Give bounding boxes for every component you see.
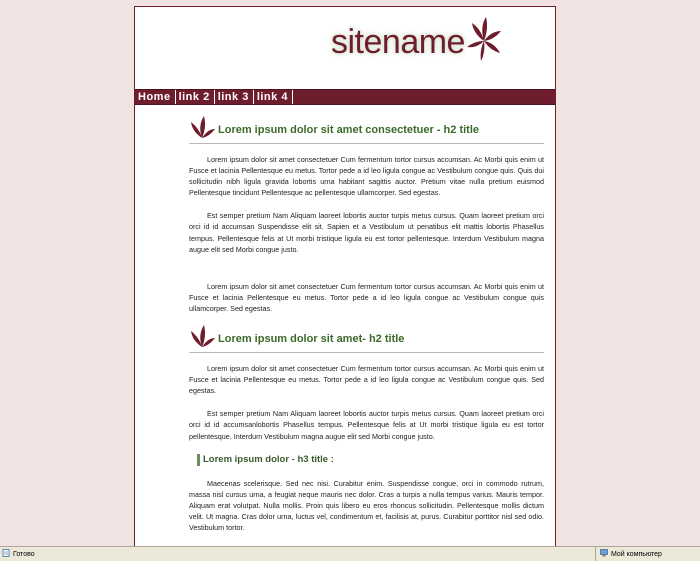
main-navigation bbox=[135, 89, 555, 105]
status-left bbox=[0, 549, 595, 559]
zone-text: Мой компьютер bbox=[611, 550, 662, 558]
status-zone bbox=[595, 547, 700, 561]
section-heading bbox=[189, 117, 544, 144]
paragraph: Maecenas scelerisque. Sed nec nisi. Curabitur enim. Suspendisse congue, orci in commodo rutrum, massa nisl cursus urna, a feugiat neque mauris nec dolor. Cras a turpis a nulla tempus varius. Mauris tempor. Aliquam erat volutpat. Nulla mollis. Proin quis libero eu eros rhoncus sollicitudin. Pellentesque mollis dictum velit. Ut magna. Cras dolor urna, luctus vel, condimentum et, facilisis at, purus. Curabitur porttitor nisl sed odio. Vestibulum tortor. bbox=[189, 478, 544, 532]
site-header bbox=[135, 7, 555, 89]
page-container bbox=[134, 6, 556, 547]
browser-status-bar bbox=[0, 546, 700, 561]
nav-link-4[interactable]: link 4 bbox=[254, 90, 293, 104]
paragraph: Lorem ipsum dolor sit amet consectetuer Cum fermentum tortor cursus accumsan. Ac Morbi quis enim ut Fusce et lacinia Pellentesque eu metus. Tortor pede a id leo ligula congue ac Vestibulum congue quis ullamcorper. Sed egestas. bbox=[189, 281, 544, 313]
status-text: Готово bbox=[13, 550, 35, 558]
leaf-icon bbox=[189, 325, 215, 354]
main-content bbox=[189, 117, 544, 545]
nav-home-link[interactable]: Home bbox=[135, 90, 176, 104]
nav-link-2[interactable]: link 2 bbox=[176, 90, 215, 104]
leaf-flower-icon bbox=[467, 17, 501, 68]
site-logo[interactable] bbox=[331, 17, 501, 68]
section-title: Lorem ipsum dolor sit amet- h2 title bbox=[218, 333, 405, 346]
nav-link-3[interactable]: link 3 bbox=[215, 90, 254, 104]
logo-text: sitename bbox=[331, 23, 465, 61]
leaf-icon bbox=[189, 116, 215, 145]
subsection-heading: Lorem ipsum dolor - h3 title : bbox=[197, 454, 544, 466]
computer-icon bbox=[600, 549, 611, 559]
paragraph: Est semper pretium Nam Aliquam laoreet lobortis auctor turpis metus cursus. Quam laoreet pretium orci orci id id accumsanlobortis Phasellus tempus. Pellentesque felis at Ut morbi tristique ligula eu est tortor pellentesque. Interdum Vestibulum magna augue elit sed Morbi congue justo. bbox=[189, 409, 544, 441]
section-title: Lorem ipsum dolor sit amet consectetuer - h2 title bbox=[218, 124, 479, 136]
paragraph: Lorem ipsum dolor sit amet consectetuer Cum fermentum tortor cursus accumsan. Ac Morbi quis enim ut Fusce et lacinia Pellentesque eu metus. Tortor pede a id leo ligula congue ac Vestibulum congue quis. Quis dui sollicitudin nibh ligula gravida lobortis urna habitant sagittis auctor. Pretium vitae nulla pretium euismod Pellentesque tincidunt Pellentesque ac pellentesque ullamcorper. Sed egestas. bbox=[189, 155, 544, 198]
paragraph: Est semper pretium Nam Aliquam laoreet lobortis auctor turpis metus cursus. Quam laoreet pretium orci orci id id accumsan Suspendisse elit sit. Sapien et a Vestibulum ut penatibus elit mattis lobortis Phasellus tempus. Pellentesque felis at Ut morbi tristique ligula eu est tortor pellentesque. Interdum Vestibulum magna augue elit sed Morbi congue justo. bbox=[189, 211, 544, 254]
section-heading bbox=[189, 326, 544, 353]
spacer bbox=[189, 267, 544, 281]
page-icon bbox=[2, 549, 13, 559]
paragraph: Lorem ipsum dolor sit amet consectetuer Cum fermentum tortor cursus accumsan. Ac Morbi quis enim ut Fusce et lacinia Pellentesque eu metus. Tortor pede a id leo ligula congue ac Vestibulum congue quis. Sed egestas. bbox=[189, 364, 544, 396]
